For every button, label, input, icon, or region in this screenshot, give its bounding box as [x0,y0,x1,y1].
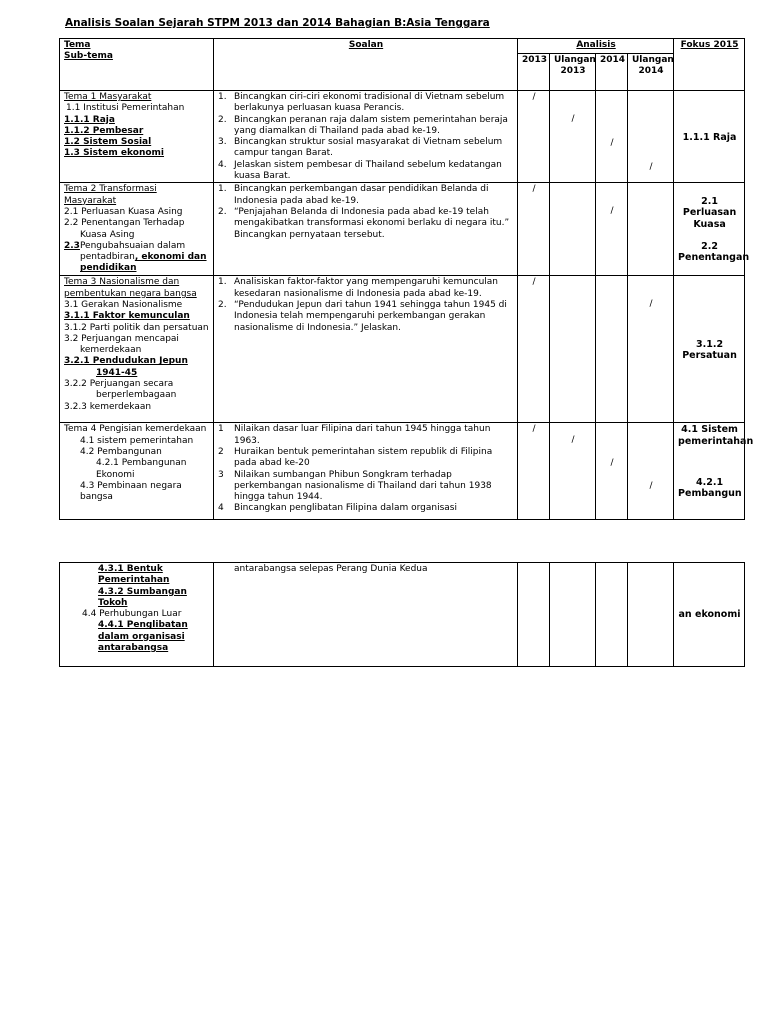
col-2013-header: 2013 [518,54,550,91]
document-title: Analisis Soalan Sejarah STPM 2013 dan 2014 Bahagian B:Asia Tenggara [65,17,490,29]
mark-2013-cell [518,423,550,520]
question-item [218,160,514,183]
tema-header: Tema [64,40,91,50]
soalan-cell [214,423,518,520]
mark: / [610,458,614,469]
tema-line: 2.2 Penentangan Terhadap Kuasa Asing [64,218,185,240]
tema-line: Tema 4 Pengisian kemerdekaan [64,424,207,435]
question-item [218,424,514,447]
soalan-header: Soalan [348,40,384,50]
mark-ulang2014-cell [628,183,674,276]
question-number: 4. [218,159,227,170]
question-text: Nilaikan sumbangan Phibun Songkram terhadap perkembangan nasionalisme di Thailand dari tahun 1938 hingga tahun 1944. [234,469,492,503]
tema-line: 4.2.1 Pembangunan Ekonomi [96,458,187,480]
fokus-cell: an ekonomi [674,563,745,667]
tema-line: 1.1.2 Pembesar [64,125,144,136]
tema-line-number: 2.3 [64,240,80,251]
tema-line: 4.3.2 Sumbangan Tokoh [98,586,187,608]
question-text: Bincangkan struktur sosial masyarakat di Vietnam sebelum campur tangan Barat. [234,137,503,159]
question-item [218,92,514,115]
fokus-item: 2.2 Penentangan [678,241,750,264]
fokus-cell: 3.1.2 Persatuan [674,276,745,423]
mark: / [532,277,536,288]
tema-line: 3.2.2 Perjuangan secara berperlembagaan [64,379,177,401]
tema-line: Tema 2 Transformasi Masyarakat [64,184,157,206]
mark: / [649,162,653,172]
question-number: 4 [218,503,224,514]
question-text: Analisiskan faktor-faktor yang mempengaruhi kemunculan kesedaran nasionalisme di Indonesia pada abad ke-19. [234,277,499,299]
question-item [218,137,514,160]
tema-line: 2.3Pengubahsuaian dalam pentadbiran, ekonomi dan pendidikan [64,240,207,274]
tema-line: 1.3 Sistem ekonomi [64,148,165,159]
table-row [60,276,745,423]
tema-cell [60,276,214,423]
fokus-item: 2.1 Perluasan Kuasa [682,196,737,230]
tema-line: 1.2 Sistem Sosial [64,137,152,148]
tema-line: 4.2 Pembangunan [80,446,162,457]
mark: / [532,92,536,102]
mark-2013-cell [518,276,550,423]
tema-line: 4.3 Pembinaan negara bangsa [80,480,182,503]
tema-cell [60,183,214,276]
tema-line: 3.2.1 Pendudukan Jepun 1941-45 [64,356,188,378]
mark-2013-cell [518,183,550,276]
mark-2013-cell [518,91,550,183]
question-item [218,470,514,504]
fokus-header-cell [674,39,745,91]
question-number: 2. [218,114,227,125]
mark: / [571,114,575,124]
question-number: 1. [218,184,227,195]
mark-ulang2013-cell [550,423,596,520]
table-row [60,423,745,520]
fokus-item: 4.1 Sistem pemerintahan [678,424,754,447]
mark: / [610,206,614,217]
question-item [218,300,514,334]
question-number: 1 [218,424,224,435]
mark: / [649,299,653,310]
analisis-header: Analisis [576,40,616,50]
fokus-cell [674,423,754,520]
col-ulang2013-header: Ulangan 2013 [550,54,596,91]
question-number: 3 [218,469,224,480]
analysis-table [59,38,754,520]
tema-cell [60,563,214,667]
fokus-cell [674,183,750,276]
mark: / [571,435,575,446]
continuation-table [59,562,745,667]
question-item [218,447,514,470]
question-item [218,503,514,514]
question-text: “Pendudukan Jepun dari tahun 1941 sehingga tahun 1945 di Indonesia telah mempengaruhi perkembangan gerakan nasionalisme di Indonesia.” Jelaskan. [234,299,507,333]
mark-ulang2014-cell [628,276,674,423]
fokus-cell: 1.1.1 Raja [674,91,745,183]
soalan-cell [214,276,518,423]
question-item [218,115,514,138]
soalan-header-cell [214,39,518,91]
question-number: 2 [218,446,224,457]
tema-line: 3.1 Gerakan Nasionalisme [64,299,183,310]
mark-2013-cell [518,563,550,667]
soalan-cell [214,183,518,276]
mark: / [610,138,614,148]
mark-2014-cell [596,563,628,667]
soalan-cell: antarabangsa selepas Perang Dunia Kedua [214,563,518,667]
question-item [218,184,514,207]
question-text: Bincangkan peranan raja dalam sistem pemerintahan beraja yang diamalkan di Thailand pada abad ke-19. [234,114,508,136]
tema-line: 4.1 sistem pemerintahan [80,435,194,446]
mark-2014-cell [596,423,628,520]
question-text: Bincangkan perkembangan dasar pendidikan Belanda di Indonesia pada abad ke-19. [234,184,489,206]
tema-line: 4.4 Perhubungan Luar [82,609,182,620]
question-text: Bincangkan ciri-ciri ekonomi tradisional di Vietnam sebelum berlakunya perluasan kuasa Perancis. [234,92,505,114]
tema-line: 4.3.1 Bentuk Pemerintahan [98,564,170,586]
tema-line: 3.1.2 Parti politik dan persatuan [64,322,209,333]
tema-line: Tema 3 Nasionalisme dan pembentukan negara bangsa [64,277,197,299]
mark-ulang2013-cell [550,276,596,423]
mark-ulang2013-cell [550,91,596,183]
analisis-header-cell [518,39,674,54]
tema-cell [60,423,214,520]
fokus-header: Fokus 2015 [680,40,739,50]
col-2014-header: 2014 [596,54,628,91]
header-row [60,39,745,54]
question-text: “Penjajahan Belanda di Indonesia pada abad ke-19 telah mengakibatkan transformasi ekonomi berlaku di negara itu.” Bincangkan pernyataan tersebut. [234,206,510,240]
tema-line: 3.2 Perjuangan mencapai kemerdekaan [64,333,179,356]
tema-line: 1.1 Institusi Pemerintahan [66,103,185,114]
mark-2014-cell [596,276,628,423]
tema-line: 2.1 Perluasan Kuasa Asing [64,206,183,217]
question-item [218,277,514,300]
mark-2014-cell [596,91,628,183]
question-text: Bincangkan penglibatan Filipina dalam organisasi [234,503,457,514]
question-text: Nilaikan dasar luar Filipina dari tahun 1945 hingga tahun 1963. [234,424,491,446]
question-item [218,207,514,241]
mark: / [649,481,653,492]
table-row [60,563,745,667]
question-number: 1. [218,277,227,288]
mark-ulang2014-cell [628,423,674,520]
tema-cell [60,91,214,183]
tema-line: 3.2.3 kemerdekaan [64,401,152,412]
mark-ulang2013-cell [550,183,596,276]
col-ulang2014-header: Ulangan 2014 [628,54,674,91]
question-number: 3. [218,137,227,148]
tema-line: 3.1.1 Faktor kemunculan [64,311,190,322]
table-row [60,183,745,276]
subtema-header: Sub-tema [64,51,113,62]
question-number: 2. [218,206,227,217]
question-number: 2. [218,299,227,310]
tema-line: 4.4.1 Penglibatan dalam organisasi antarabangsa [98,620,188,654]
question-number: 1. [218,92,227,102]
table-row [60,91,745,183]
mark: / [532,184,536,195]
mark-ulang2014-cell [628,91,674,183]
question-text: Huraikan bentuk pemerintahan sistem republik di Filipina pada abad ke-20 [234,446,493,469]
mark-2014-cell [596,183,628,276]
question-text: Jelaskan sistem pembesar di Thailand sebelum kedatangan kuasa Barat. [234,159,502,182]
tema-line: Tema 1 Masyarakat [64,92,152,102]
tema-header-cell [60,39,214,91]
tema-line: 1.1.1 Raja [64,114,115,125]
mark-ulang2013-cell [550,563,596,667]
soalan-cell [214,91,518,183]
mark-ulang2014-cell [628,563,674,667]
fokus-item: 4.2.1 Pembangun [678,476,742,500]
mark: / [532,424,536,435]
